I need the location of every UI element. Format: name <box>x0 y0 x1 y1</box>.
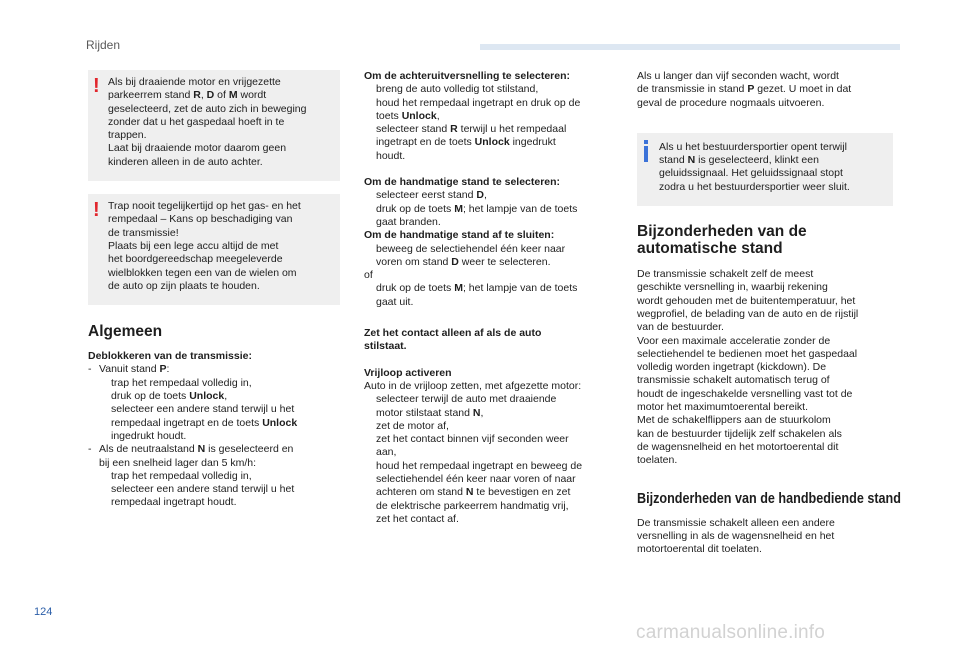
list-item: trap het rempedaal volledig in, <box>88 470 340 483</box>
bullet-icon <box>99 403 111 443</box>
bullet-icon <box>364 513 376 526</box>
bullet-icon <box>364 282 376 309</box>
info-text: Als u het bestuurdersportier opent terwijl stand N is geselecteerd, klinkt een geluidssignaal. Het geluidssignaal stopt zodra u het bestuurdersportier weer sluit. <box>659 140 850 193</box>
bullet-icon <box>364 433 376 460</box>
bullet-icon <box>99 377 111 390</box>
bullet-icon <box>99 483 111 510</box>
bullet-icon <box>364 460 376 513</box>
bullet-icon <box>364 83 376 96</box>
rolling-intro: Auto in de vrijloop zetten, met afgezette motor: <box>364 379 582 392</box>
section-title-auto: Bijzonderheden van de automatische stand <box>637 223 807 258</box>
or-text: of <box>364 269 373 282</box>
section-title-manual: Bijzonderheden van de handbediende stand <box>637 489 901 507</box>
column-1 <box>88 70 340 510</box>
warning-icon: ! <box>93 75 100 97</box>
header-section-label: Rijden <box>86 38 121 52</box>
list-item: selecteer eerst stand D, <box>364 189 620 202</box>
intro-text: Als u langer dan vijf seconden wacht, wordt de transmissie in stand P gezet. U moet in dat geval de procedure nogmaals uitvoeren. <box>637 70 852 109</box>
bullet-icon <box>364 123 376 163</box>
rolling-heading: Vrijloop activeren <box>364 366 452 379</box>
warning-text-1: Als bij draaiende motor en vrijgezette parkeerrem stand R, D of M wordt geselecteerd, zet de auto zich in beweging zonder dat u het gaspedaal hoeft in te trappen. Laat bij draaiende motor daarom geen kinderen alleen in de auto achter. <box>108 76 307 168</box>
stilstaat-note: Zet het contact alleen af als de auto stilstaat. <box>364 327 542 353</box>
auto-text: De transmissie schakelt zelf de meest geschikte versnelling in, waarbij rekening wordt gehouden met de buitentemperatuur, het wegprofiel, de belading van de auto en de rijstijl van de bestuurder. Voor een maximale acceleratie zonder de selectiehendel te bedienen moet het gaspedaal volledig worden ingetrapt (kickdown). De transmissie schakelt automatisch terug of houdt de ingeschakelde versnelling vast tot de motor het maximumtoerental bereikt. Met de schakelflippers aan de stuurkolom kan de bestuurder tijdelijk zelf schakelen als de wagensnelheid en het motortoerental dit toelaten. <box>637 268 859 467</box>
bullet-icon <box>364 203 376 230</box>
section-title-algemeen: Algemeen <box>88 323 163 341</box>
page-number: 124 <box>34 606 53 618</box>
list-item: druk op de toets Unlock, <box>88 390 340 403</box>
list-item: zet het contact binnen vijf seconden weer aan, <box>364 433 620 460</box>
column-3 <box>637 70 901 557</box>
list-item: selecteer terwijl de auto met draaiende motor stilstaat stand N, <box>364 393 620 420</box>
bullet-icon <box>364 243 376 270</box>
list-item: selecteer stand R terwijl u het rempedaal ingetrapt en de toets Unlock ingedrukt houdt. <box>364 123 620 163</box>
warning-box-1 <box>88 70 340 181</box>
manual-text: De transmissie schakelt alleen een andere versnelling in als de wagensnelheid en het motortoerental dit toelaten. <box>637 516 835 556</box>
list-item: zet de motor af, <box>364 420 620 433</box>
bullet-icon <box>364 420 376 433</box>
column-2 <box>364 70 620 526</box>
list-item: selecteer een andere stand terwijl u het rempedaal ingetrapt en de toets Unlock ingedrukt houdt. <box>88 403 340 443</box>
warning-text-2: Trap nooit tegelijkertijd op het gas- en het rempedaal – Kans op beschadiging van de transmissie! Plaats bij een lege accu altijd de met het boordgereedschap meegeleverde wielblokken tegen een van de wielen om de auto op zijn plaats te houden. <box>108 200 301 292</box>
info-icon <box>644 140 648 164</box>
warning-box-2 <box>88 194 340 305</box>
bullet-icon <box>99 470 111 483</box>
reverse-heading: Om de achteruitversnelling te selecteren: <box>364 70 570 82</box>
list-item: houd het rempedaal ingetrapt en druk op de toets Unlock, <box>364 97 620 124</box>
list-item: breng de auto volledig tot stilstand, <box>364 83 620 96</box>
dash-item: - Als de neutraalstand N is geselecteerd en bij een snelheid lager dan 5 km/h: <box>88 443 294 469</box>
list-item: selecteer een andere stand terwijl u het rempedaal ingetrapt houdt. <box>88 483 340 510</box>
deblock-heading: Deblokkeren van de transmissie: <box>88 350 252 363</box>
bullet-icon <box>364 189 376 202</box>
list-item: houd het rempedaal ingetrapt en beweeg de selectiehendel één keer naar voren of naar achteren om stand N te bevestigen en zet de elektrische parkeerrem handmatig vrij, <box>364 460 620 513</box>
bullet-icon <box>99 390 111 403</box>
list-item: trap het rempedaal volledig in, <box>88 377 340 390</box>
warning-icon: ! <box>93 199 100 222</box>
list-item: druk op de toets M; het lampje van de toets gaat uit. <box>364 282 620 309</box>
list-item: druk op de toets M; het lampje van de toets gaat branden. <box>364 203 620 230</box>
manual-heading: Om de handmatige stand te selecteren: <box>364 176 561 189</box>
list-item: beweeg de selectiehendel één keer naar voren om stand D weer te selecteren. <box>364 243 620 270</box>
info-box <box>637 133 893 206</box>
dash-item: - Vanuit stand P: <box>88 363 170 376</box>
list-item: zet het contact af. <box>364 513 620 526</box>
header-bar <box>480 44 900 50</box>
watermark: carmanualsonline.info <box>636 622 826 643</box>
bullet-icon <box>364 393 376 420</box>
exit-heading: Om de handmatige stand af te sluiten: <box>364 229 555 242</box>
bullet-icon <box>364 97 376 124</box>
